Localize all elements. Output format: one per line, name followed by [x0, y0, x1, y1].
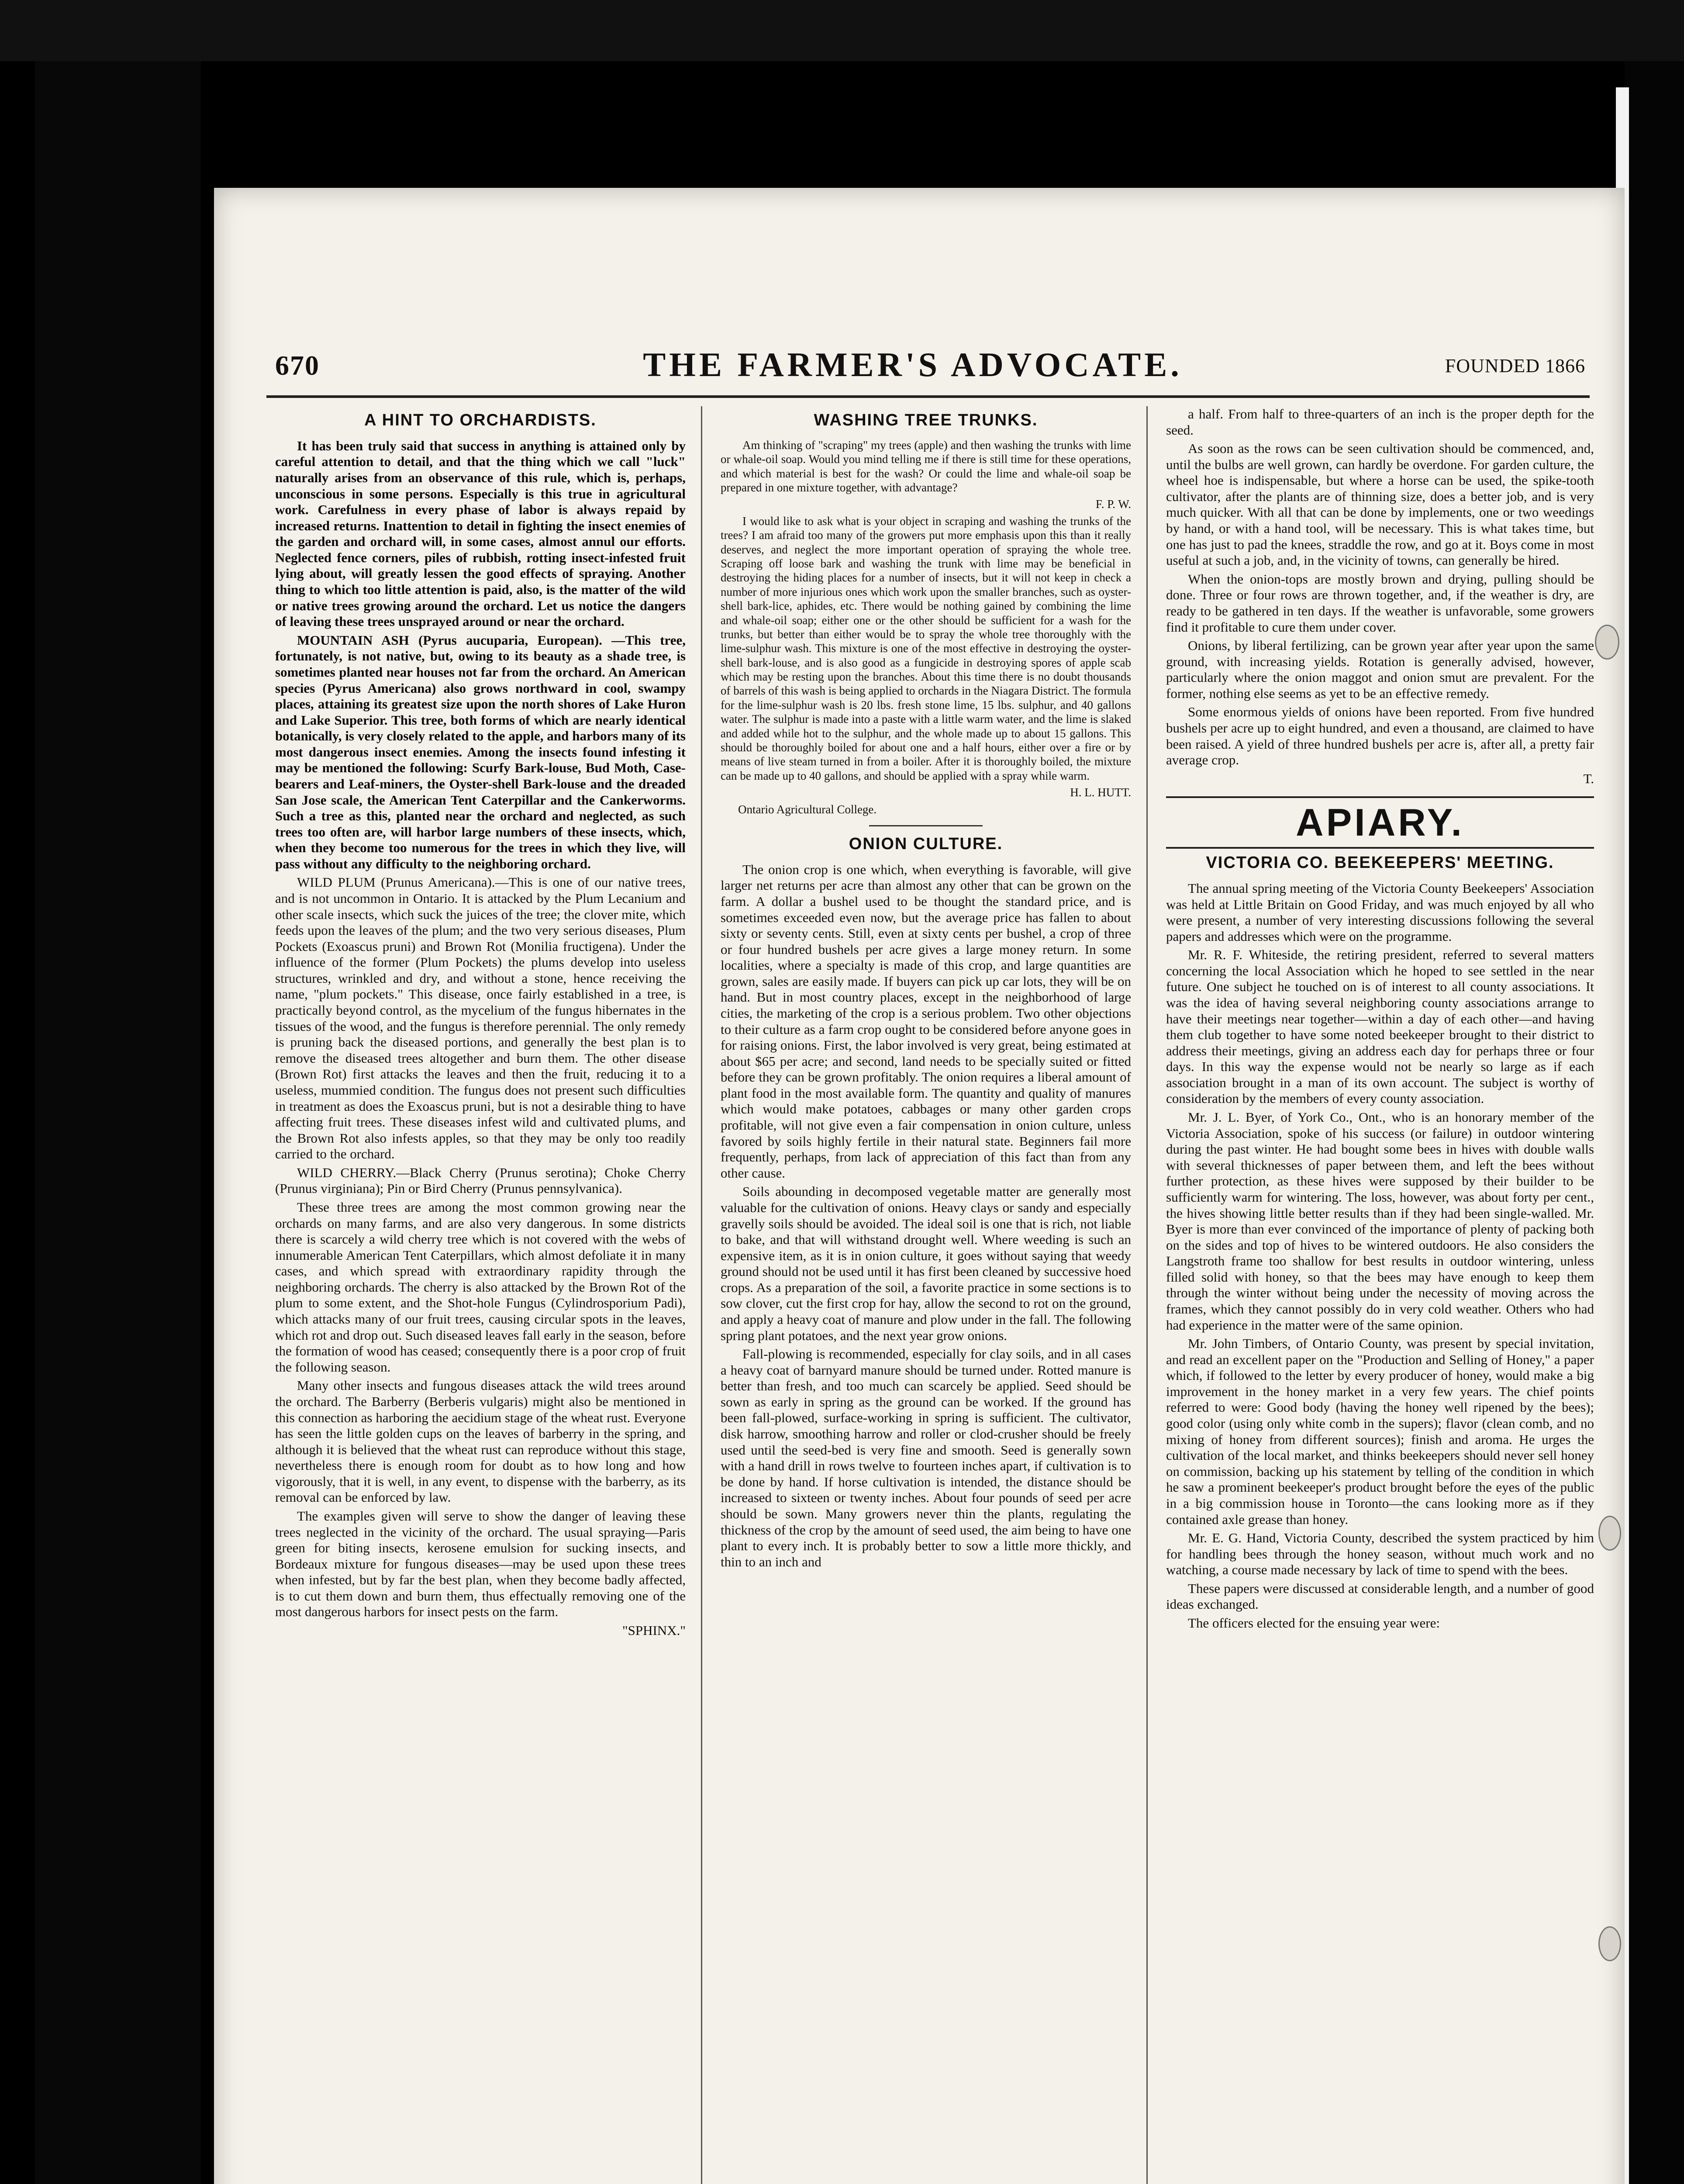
article-paragraph: Some enormous yields of onions have been reported. From five hundred bushels per acre up to eight hundred, and even a thousand, are claimed to have been raised. A yield of three hundred bushels per acre is, after all, a pretty fair average crop.	[1166, 704, 1594, 768]
article-paragraph: These papers were discussed at considerable length, and a number of good ideas exchanged.	[1166, 1580, 1594, 1612]
article-paragraph: As soon as the rows can be seen cultivation should be commenced, and, until the bulbs are well grown, can hardly be overdone. For garden culture, the wheel hoe is indispensable, but where a horse can be used, the spike-tooth cultivator, after the plants are of thinning size, does a better job, and is very much quicker. With all that can be done by implements, one or two weedings by hand, or with a hand tool, will be necessary. This is what takes time, but one has just to pad the knees, straddle the row, and go at it. Boys come in most useful at such a job, and, in the vicinity of towns, can generally be hired.	[1166, 441, 1594, 568]
section-banner-apiary: APIARY.	[1166, 796, 1594, 849]
article-paragraph: When the onion-tops are mostly brown and drying, pulling should be done. Three or four rows are thrown together, and, if the weather is dry, are ready to be gathered in ten days. If the weather is unfavorable, some growers find it profitable to cure them under cover.	[1166, 571, 1594, 635]
article-paragraph: WILD CHERRY.—Black Cherry (Prunus serotina); Choke Cherry (Prunus virginiana); Pin or Bird Cherry (Prunus pennsylvanica).	[275, 1165, 686, 1196]
article-heading-orchardists: A HINT TO ORCHARDISTS.	[364, 411, 597, 429]
article-paragraph: Mr. J. L. Byer, of York Co., Ont., who is an honorary member of the Victoria Association, spoke of his success (or failure) in outdoor wintering during the past winter. He had bought some bees in hives with double walls with several thicknesses of paper between them, and left the bees without further protection, as these hives were supposed by their builder to be sufficiently warm for wintering. The loss, however, was about forty per cent., the hives showing little better results than if they had been single-walled. Mr. Byer is more than ever convinced of the importance of plenty of packing both on the sides and top of hives to be wintered outdoors. He also considers the Langstroth frame too shallow for best results in outdoor wintering, unless filled solid with honey, so that the bees may have enough to keep them through the winter without being under the necessity of moving across the frames, which they cannot possibly do in very cold weather. Others who had had experience in the matter were of the same opinion.	[1166, 1109, 1594, 1333]
binding-hole	[1595, 625, 1619, 660]
article-heading-onion: ONION CULTURE.	[849, 834, 1003, 853]
article-paragraph: It has been truly said that success in anything is attained only by careful attention to detail, and that the thing which we call "luck" naturally arises from an observance of this rule, which is, perhaps, unconscious in some persons. Especially is this true in agricultural work. Carefulness in every phase of labor is always repaid by increased returns. Inattention to detail in fighting the insect enemies of the garden and orchard will, in some cases, almost annul our efforts. Neglected fence corners, piles of rubbish, rotting insect-infested fruit lying about, will greatly lessen the good effects of spraying. Another thing to which too little attention is paid, also, is the matter of the wild or native trees growing around the orchard. Let us notice the dangers of leaving these trees unsprayed around or near the orchard.	[275, 438, 686, 629]
paper-title: THE FARMER'S ADVOCATE.	[643, 346, 1183, 384]
binding-hole	[1598, 1926, 1621, 1961]
article-signature: "SPHINX."	[622, 1623, 686, 1638]
article-paragraph: Fall-plowing is recommended, especially for clay soils, and in all cases a heavy coat of barnyard manure should be turned under. Rotted manure is better than fresh, and too much can scarcely be applied. Seed should be sown as early in spring as the ground can be worked. If the ground has been fall-plowed, surface-working in spring is sufficient. The cultivator, disk harrow, smoothing harrow and roller or clod-crusher should be freely used until the seed-bed is very fine and smooth. Seed is generally sown with a hand drill in rows twelve to fourteen inches apart, if cultivation is to be done by hand. If horse cultivation is intended, the distance should be increased to sixteen or twenty inches. About four pounds of seed per acre should be sown. Many growers never thin the plants, regulating the thickness of the crop by the amount of seed used, the aim being to have one plant to every inch. It is probably better to sow a little more thickly, and thin to an inch and	[721, 1346, 1131, 1569]
column-divider	[701, 406, 702, 2184]
answer-signature: H. L. HUTT.	[1070, 786, 1131, 799]
article-paragraph: Mr. John Timbers, of Ontario County, was present by special invitation, and read an excellent paper on the "Production and Selling of Honey," a paper which, if followed to the letter by every producer of honey, would make a big improvement in the honey market in a very few years. The chief points referred to were: Good body (having the honey well ripened by the bees); good color (using only white comb in the supers); flavor (clean comb, and no mixing of honey from different sources); finish and aroma. He urges the cultivation of the local market, and thinks beekeepers should never sell honey on commission, backing up his statement by telling of the condition in which he saw a prominent beekeeper's product brought before the eyes of the public in a big commission house in Toronto—the cans looking more as if they contained axle grease than honey.	[1166, 1336, 1594, 1527]
article-signature: T.	[1583, 771, 1594, 786]
article-paragraph: WILD PLUM (Prunus Americana).—This is one of our native trees, and is not uncommon in Ontario. It is attacked by the Plum Lecanium and other scale insects, which suck the juices of the tree; the clover mite, which feeds upon the leaves of the plum; and the two very serious diseases, Plum Pockets (Exoascus pruni) and Brown Rot (Monilia fructigena). Under the influence of the former (Plum Pockets) the plums develop into useless structures, wrinkled and dry, and without a stone, hence receiving the name, "plum pockets." This disease, once fairly established in a tree, is practically beyond control, as the mycelium of the fungus hibernates in the tissues of the wood, and the fungus is therefore perennial. The only remedy is pruning back the diseased portions, and generally the best plan is to remove the diseased trees altogether and burn them. The other disease (Brown Rot) first attacks the leaves and then the fruit, reducing it to a useless, mummied condition. The fungus does not present such difficulties in treatment as does the Exoascus pruni, but is not a desirable thing to have affecting fruit trees. These diseases infest wild and cultivated plums, and the Brown Rot also infests apples, so that they may be only too readily carried to the orchard.	[275, 874, 686, 1162]
column-right	[1166, 406, 1594, 2184]
article-paragraph: Soils abounding in decomposed vegetable matter are generally most valuable for the cultivation of onions. Heavy clays or sandy and especially gravelly soils should be avoided. The ideal soil is one that is rich, not liable to bake, and that will withstand drought well. Where weeding is such an expensive item, as it is in onion culture, it goes without saying that weedy ground should not be used until it has first been cleaned by successive hoed crops. As a preparation of the soil, a favorite practice in some sections is to sow clover, cut the first crop for hay, allow the second to rot on the ground, and apply a heavy coat of manure and plow under in the fall. The following spring plant potatoes, and the next year grow onions.	[721, 1184, 1131, 1343]
answer-affiliation: Ontario Agricultural College.	[738, 802, 877, 816]
column-left	[275, 406, 686, 2184]
film-edge-right	[1625, 61, 1684, 2184]
film-edge-left	[35, 61, 201, 2184]
header-rule	[266, 395, 1590, 398]
page-header	[275, 346, 1585, 389]
section-rule	[869, 825, 983, 826]
reader-question: Am thinking of "scraping" my trees (apple) and then washing the trunks with lime or whale-oil soap. Would you mind telling me if there is still time for these operations, and which material is best for the wash? Or could the lime and whale-oil soap be prepared in one mixture together, with advantage?	[721, 438, 1131, 494]
article-paragraph: Many other insects and fungous diseases attack the wild trees around the orchard. The Barberry (Berberis vulgaris) might also be mentioned in this connection as harboring the aecidium stage of the wheat rust. Everyone has seen the little golden cups on the leaves of barberry in the spring, and although it is believed that the wheat rust can reproduce without this stage, nevertheless there is enough room for doubt as to how long and how vigorously, that it is well, in any event, to dispense with the barberry, as its removal can be enforced by law.	[275, 1378, 686, 1505]
page-number: 670	[275, 350, 320, 381]
article-paragraph: The annual spring meeting of the Victoria County Beekeepers' Association was held at Little Britain on Good Friday, and was much enjoyed by all who were present, a number of very interesting discussions following the several papers and addresses which were on the programme.	[1166, 880, 1594, 944]
article-paragraph: These three trees are among the most common growing near the orchards on many farms, and are also very dangerous. In some districts there is scarcely a wild cherry tree which is not covered with the webs of innumerable American Tent Caterpillars, which almost defoliate it in many cases, and which spread with extraordinary rapidity through the neighboring orchards. The cherry is also attacked by the Brown Rot of the plum to some extent, and the Shot-hole Fungus (Cylindrosporium Padi), which attacks many of our fruit trees, causing circular spots in the leaves, which rot and drop out. Such diseased leaves fall early in the season, before the formation of wood has ceased; consequently there is a poor crop of fruit the following season.	[275, 1199, 686, 1375]
column-divider	[1146, 406, 1148, 2184]
article-paragraph: MOUNTAIN ASH (Pyrus aucuparia, European). —This tree, fortunately, is not native, but, owing to its beauty as a shade tree, is sometimes planted near houses not far from the orchard. An American species (Pyrus Americana) also grows northward in cool, swampy places, attaining its greatest size upon the north shores of Lake Huron and Lake Superior. This tree, both forms of which are nearly identical botanically, is very closely related to the apple, and harbors many of its most dangerous insect enemies. Among the insects found infesting it may be mentioned the following: Scurfy Bark-louse, Bud Moth, Case-bearers and Leaf-miners, the Oyster-shell Bark-louse and the dreaded San Jose scale, the American Tent Caterpillar and the Cankerworms. Such a tree as this, planted near the orchard and neglected, as such trees too often are, will harbor large numbers of these insects, which, when they become too numerous for the trees in which they live, will pass without any difficulty to the neighboring orchard.	[275, 632, 686, 871]
expert-answer: I would like to ask what is your object in scraping and washing the trunks of the trees? I am afraid too many of the growers put more emphasis upon this than it really deserves, and neglect the more important operation of spraying the whole tree. Scraping off loose bark and washing the trunk with lime may be beneficial in destroying the hiding places for a number of insects, but it will not keep in check a number of more injurious ones which work upon the smaller branches, such as oyster-shell bark-lice, aphides, etc. There would be nothing gained by combining the lime and whale-oil soap; either one or the other should be sufficient for a wash for the trunks, but better than either would be to spray the whole tree thoroughly with the lime-sulphur wash. This mixture is one of the most effective in destroying the oyster-shell bark-louse, and is also good as a fungicide in destroying spores of apple scab which may be resting upon the branches. About this time there is no doubt thousands of barrels of this wash is being applied to orchards in the Niagara District. The formula for the lime-sulphur wash is 20 lbs. fresh stone lime, 15 lbs. sulphur, and 40 gallons water. The sulphur is made into a paste with a little warm water, and the lime is slaked and added while hot to the sulphur, and the whole made up to about 15 gallons. This should be thoroughly boiled for about one and a half hours, either over a fire or by means of live steam turned in from a boiler. After it is thoroughly boiled, the mixture can be made up to 40 gallons, and should be applied with a spray while warm.	[721, 514, 1131, 782]
scan-border-top	[0, 0, 1684, 61]
article-paragraph: The officers elected for the ensuing year were:	[1188, 1615, 1440, 1631]
article-paragraph: Onions, by liberal fertilizing, can be grown year after year upon the same ground, with increasing yields. Rotation is generally advised, however, particularly where the onion maggot and onion smut are prevalent. For the former, nothing else seems as yet to be an effective remedy.	[1166, 638, 1594, 701]
article-paragraph: Mr. E. G. Hand, Victoria County, described the system practiced by him for handling bees through the honey season, without much work and no watching, a course made necessary by lack of time to spend with the bees.	[1166, 1530, 1594, 1578]
article-heading-beekeepers: VICTORIA CO. BEEKEEPERS' MEETING.	[1206, 854, 1554, 872]
article-paragraph: a half. From half to three-quarters of an inch is the proper depth for the seed.	[1166, 406, 1594, 438]
binding-hole	[1598, 1516, 1621, 1551]
article-paragraph: Mr. R. F. Whiteside, the retiring president, referred to several matters concerning the local Association which he hoped to see settled in the near future. One subject he touched on is of interest to all county associations. It was the idea of having several neighboring county associations arrange to have their meetings near together—within a day of each other—and having them club together to have some noted beekeeper brought to their district to address their meetings, giving an address each day for perhaps three or four days. In this way the expense would not be nearly so large as if each association brought in a man of its own account. The subject is worthy of consideration by the members of every county association.	[1166, 947, 1594, 1106]
article-paragraph: The onion crop is one which, when everything is favorable, will give larger net returns per acre than almost any other that can be grown on the farm. A dollar a bushel used to be thought the standard price, and is sometimes exceeded even now, but the average price has fallen to about sixty or seventy cents. Still, even at sixty cents per bushel, a crop of three or four hundred bushels per acre gives a large money return. In some localities, where a specialty is made of this crop, and large quantities are grown, sales are easily made. If buyers can pick up car lots, they will be on hand. But in most country places, except in the neighborhood of large cities, the marketing of the crop is a serious problem. Two other objections to their culture as a farm crop ought to be considered before anyone goes in for raising onions. First, the labor involved is very great, being estimated at about $65 per acre; and second, land needs to be specially suited or fitted before they can be grown profitably. The onion requires a liberal amount of plant food in the most available form. The quantity and quality of manures which would make potatoes, cabbages or many other garden crops profitable, will not give even a fair compensation in onion culture, unless favored by soils highly fertile in their natural state. Beginners fail more frequently, perhaps, from lack of appreciation of this fact than from any other cause.	[721, 861, 1131, 1181]
article-paragraph: The examples given will serve to show the danger of leaving these trees neglected in the vicinity of the orchard. The usual spraying—Paris green for biting insects, kerosene emulsion for sucking insects, and Bordeaux mixture for fungous diseases—may be used upon these trees when infested, but by far the best plan, when they become badly affected, is to cut them down and burn them, thus effectually removing one of the most dangerous harbors for insect pests on the farm.	[275, 1508, 686, 1620]
question-signature: F. P. W.	[1095, 498, 1131, 511]
founded-date: FOUNDED 1866	[1445, 355, 1585, 377]
column-middle	[721, 406, 1131, 2184]
article-heading-washing: WASHING TREE TRUNKS.	[814, 411, 1038, 429]
newspaper-page	[214, 188, 1625, 2184]
